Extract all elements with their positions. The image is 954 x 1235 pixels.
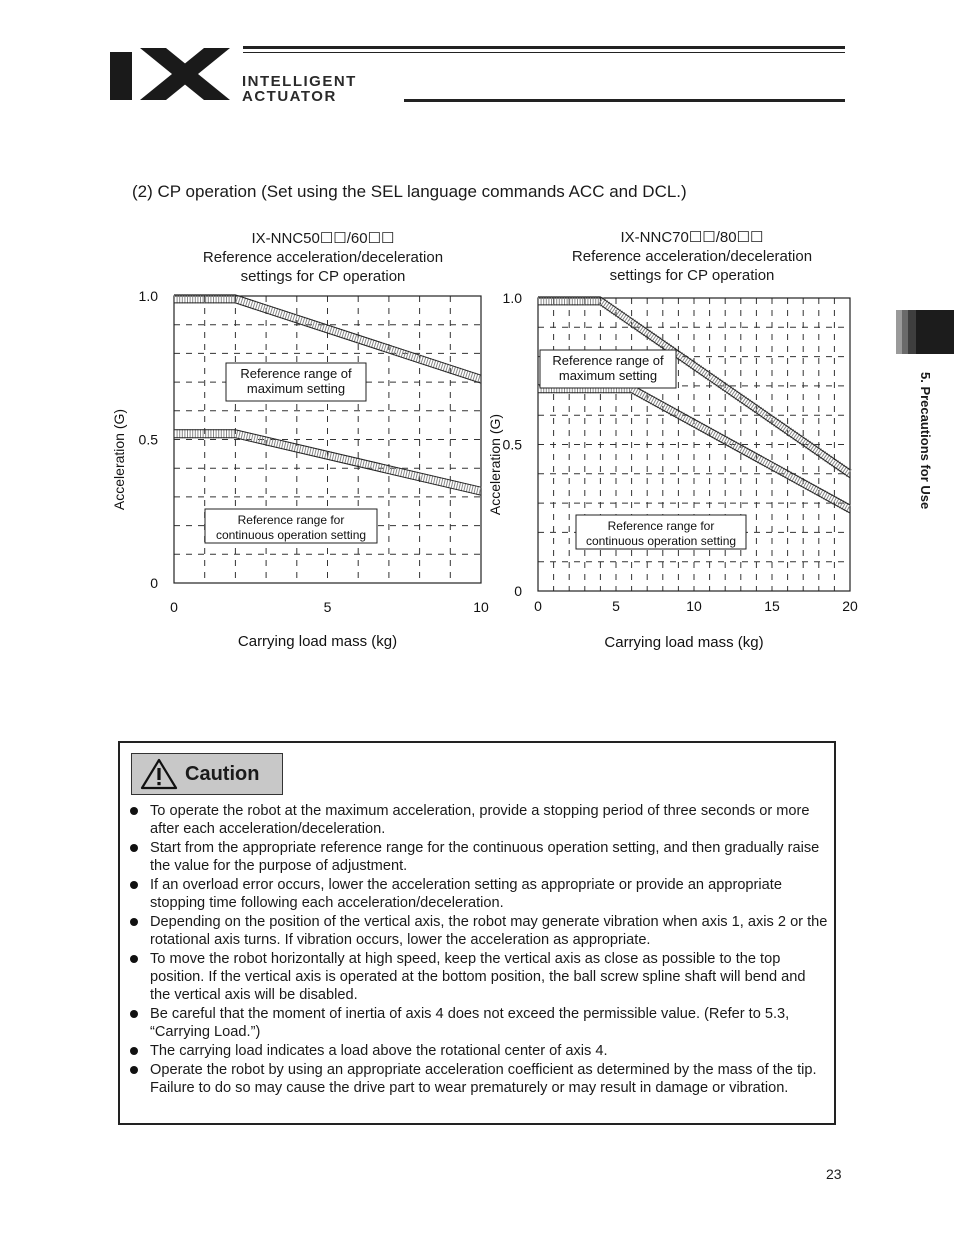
- caution-item: To operate the robot at the maximum acceleration, provide a stopping period of three seconds or more after each acceleration/deceleration.: [128, 802, 828, 838]
- logo-line-2: ACTUATOR: [242, 88, 337, 105]
- chart1-title-line1: IX-NNC50☐☐/60☐☐: [251, 230, 395, 247]
- caution-list: [128, 802, 828, 1098]
- x-tick-label: 5: [612, 598, 620, 614]
- annotation-label: maximum setting: [246, 381, 346, 396]
- chart1-title-line3: settings for CP operation: [240, 268, 406, 285]
- chart1-title: [178, 229, 468, 286]
- x-axis-label: Carrying load mass (kg): [604, 634, 764, 651]
- x-tick-label: 15: [764, 598, 780, 614]
- y-tick-label: 0.5: [138, 431, 158, 448]
- annotation-label: Reference range for: [607, 519, 715, 533]
- caution-item: Be careful that the moment of inertia of axis 4 does not exceed the permissible value. (Refer to 5.3, “Carrying Load.”): [128, 1005, 828, 1041]
- annotation-label: Reference range of: [552, 353, 664, 368]
- chart2-title-line1: IX-NNC70☐☐/80☐☐: [620, 229, 764, 246]
- annotation-label: Reference range of: [240, 366, 352, 381]
- header-rule-mid: [243, 52, 845, 53]
- chart-nnc50-60: [100, 285, 500, 655]
- side-tab: [896, 310, 954, 354]
- y-axis-label: Acceleration (G): [111, 408, 127, 511]
- x-tick-label: 0: [534, 598, 542, 614]
- chart-nnc70-80: [480, 285, 870, 655]
- logo-text: [242, 74, 357, 104]
- y-tick-label: 0.5: [502, 436, 522, 453]
- caution-item: Depending on the position of the vertical axis, the robot may generate vibration when axis 1, axis 2 or the rotational axis turns. If vibration occurs, lower the acceleration as appropriate.: [128, 913, 828, 949]
- x-tick-label: 20: [842, 598, 858, 614]
- ix-logo: [110, 46, 232, 102]
- header-rule-top: [243, 46, 845, 49]
- caution-label: Caution: [185, 763, 260, 785]
- caution-item: Operate the robot by using an appropriate acceleration coefficient as determined by the mass of the tip. Failure to do so may cause the drive part to wear prematurely or may result in damage or vibration.: [128, 1061, 828, 1097]
- chart2-title-line2: Reference acceleration/deceleration: [571, 248, 813, 265]
- chart2-title-line3: settings for CP operation: [609, 267, 775, 284]
- annotation-label: continuous operation setting: [585, 534, 737, 548]
- x-tick-label: 5: [323, 599, 332, 615]
- caution-item: To move the robot horizontally at high speed, keep the vertical axis as close as possible to the top position. If the vertical axis is operated at the bottom position, the ball screw spline shaft will bend and the vertical axis will be disabled.: [128, 950, 828, 1004]
- warning-triangle-icon: [140, 758, 178, 790]
- chart2-title: [547, 228, 837, 285]
- header-rule-bottom: [404, 99, 845, 102]
- annotation-label: Reference range for: [237, 513, 345, 527]
- caution-badge: [131, 753, 283, 795]
- y-tick-label: 1.0: [502, 290, 522, 306]
- y-tick-label: 0: [150, 575, 158, 591]
- caution-item: Start from the appropriate reference range for the continuous operation setting, and then gradually raise the value for the purpose of adjustment.: [128, 839, 828, 875]
- x-tick-label: 10: [473, 599, 489, 615]
- chart1-title-line2: Reference acceleration/deceleration: [202, 249, 444, 266]
- section-title: (2) CP operation (Set using the SEL language commands ACC and DCL.): [132, 182, 687, 201]
- logo-line-1: INTELLIGENT: [242, 73, 357, 90]
- annotation-label: continuous operation setting: [215, 528, 367, 542]
- caution-item: The carrying load indicates a load above the rotational center of axis 4.: [128, 1042, 828, 1060]
- x-tick-label: 0: [170, 599, 178, 615]
- page-number: 23: [826, 1166, 842, 1182]
- series-edge-bottom: [538, 305, 850, 478]
- annotation-label: maximum setting: [558, 368, 658, 383]
- side-tab-label: 5. Precautions for Use: [918, 372, 933, 510]
- y-tick-label: 0: [514, 583, 522, 599]
- x-axis-label: Carrying load mass (kg): [237, 633, 398, 650]
- y-axis-label: Acceleration (G): [487, 413, 503, 516]
- y-tick-label: 1.0: [138, 288, 158, 304]
- caution-item: If an overload error occurs, lower the acceleration setting as appropriate or provide an appropriate stopping time following each acceleration/deceleration.: [128, 876, 828, 912]
- x-tick-label: 10: [686, 598, 702, 614]
